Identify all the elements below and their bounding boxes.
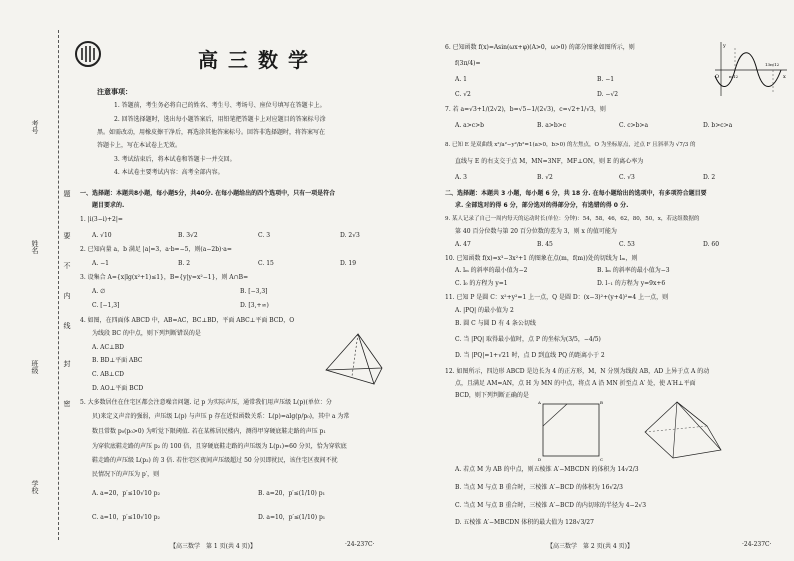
- side-label-school: 学校: [31, 480, 39, 494]
- tetrahedron-figure: [318, 330, 388, 390]
- side-label-exam-no: 考号: [31, 120, 39, 134]
- q3-option-a[interactable]: A. ∅: [92, 288, 106, 295]
- q5-line: 民情况下的声压为 p′，则: [92, 471, 160, 478]
- q6-option-c[interactable]: C. √2: [455, 91, 471, 98]
- pyramid-figure: [637, 398, 727, 464]
- footer-code: ·24-237C·: [742, 541, 772, 548]
- notice-line: 2. 回答选择题时，选出每小题答案后，用铅笔把答题卡上对应题目的答案标号涂: [114, 116, 326, 123]
- q8-option-c[interactable]: C. √3: [619, 174, 635, 181]
- footer-page-label: 【高三数学 第 1 页(共 4 页)】: [170, 543, 256, 550]
- q9-stem-cont: 第 40 百分位数与第 20 百分位数的差为 3，则 x 的值可能为: [455, 228, 617, 235]
- q9-option-b[interactable]: B. 45: [537, 241, 553, 248]
- q4-stem: 4. 如图，在四面体 ABCD 中，AB=AC，BC⊥BD，平面 ABC⊥平面 BCD，O: [80, 317, 295, 324]
- q12-line: 12. 如图所示，四边形 ABCD 是边长为 4 的正方形，M，N 分别为线段 AB，AD 上异于点 A 的动: [445, 368, 710, 375]
- q1-option-a[interactable]: A. √10: [92, 232, 112, 239]
- q12-option-c[interactable]: C. 当点 M 与点 B 重合时，三棱锥 A′−BCD 的内切球的半径为 4−2√3: [455, 502, 647, 509]
- page-title: 高三数学: [198, 48, 318, 72]
- svg-text:C: C: [600, 457, 604, 462]
- notice-line: 1. 答题前，考生务必将自己的姓名、考生号、考场号、座位号填写在答题卡上。: [114, 102, 326, 109]
- q3-option-d[interactable]: D. [3,+∞): [240, 302, 269, 309]
- q10-option-d[interactable]: D. l₋₁ 的方程为 y=9x+6: [597, 280, 666, 287]
- q5-line: 数且常数 p₀(p₀>0) 为听觉下限阈值. 若在某栋居民楼内，测得甲穿硬底鞋走路的声压 p₁: [92, 428, 326, 435]
- q12-line: 点，且满足 AM=AN，点 H 为 MN 的中点，将点 A 沿 MN 折至点 A′ 处，使 A′H⊥平面: [455, 380, 696, 387]
- publisher-logo-icon: [74, 40, 102, 68]
- q3-option-b[interactable]: B. [−3,3]: [240, 288, 268, 295]
- side-label-class: 班级: [31, 360, 39, 374]
- q7-option-a[interactable]: A. a>c>b: [455, 122, 484, 129]
- seal-char: 线: [63, 322, 71, 329]
- side-label-name: 姓名: [31, 240, 39, 254]
- q10-option-a[interactable]: A. lₘ 的斜率的最小值为−2: [455, 267, 528, 274]
- q4-option-d[interactable]: D. AO⊥平面 BCD: [92, 385, 144, 392]
- notice-line: 4. 本试卷主要考试内容：高考全部内容。: [114, 169, 224, 176]
- q3-option-c[interactable]: C. [−1,3]: [92, 302, 120, 309]
- q5-line: 贝)来定义声音的强弱，声压级 L(p) 与声压 p 存在近似函数关系：L(p)=alg(p/p₀)，其中 a 为常: [92, 413, 350, 420]
- q8-stem-cont: 直线与 E 的右支交于点 M，MN=3NF，MF⊥ON，则 E 的离心率为: [455, 158, 644, 165]
- q5-line: 鞋走路的声压级 L(p₂) 的 3 倍. 若住宅区夜间声压级超过 50 分贝即扰民，该住宅区夜间不扰: [92, 457, 338, 464]
- q1-stem: 1. |i(3−i)+2|=: [80, 216, 123, 223]
- q2-option-a[interactable]: A. −1: [92, 260, 109, 267]
- q7-option-b[interactable]: B. a>b>c: [537, 122, 567, 129]
- notice-line: 答题卡上，写在本试卷上无效。: [97, 142, 182, 149]
- q6-option-d[interactable]: D. −√2: [597, 91, 619, 98]
- q11-option-c[interactable]: C. 当 |PQ| 取得最小值时，点 P 的坐标为(3/5，−4/5): [455, 336, 601, 343]
- section-heading-cont: 题目要求的.: [92, 202, 125, 209]
- q7-stem: 7. 若 a=√3+1/(2√2)，b=√5−1/(2√3)，c=√2+1/√3，则: [445, 106, 606, 113]
- q1-option-b[interactable]: B. 3√2: [178, 232, 198, 239]
- section-heading: 二、选择题：本题共 3 小题，每小题 6 分，共 18 分. 在每小题给出的选项中，有多项符合题目要: [445, 190, 707, 197]
- footer-page-label: 【高三数学 第 2 页(共 4 页)】: [547, 543, 633, 550]
- q10-option-c[interactable]: C. l₀ 的方程为 y=1: [455, 280, 508, 287]
- binding-line: [58, 30, 59, 540]
- q6-option-b[interactable]: B. −1: [597, 76, 615, 83]
- square-figure: [537, 400, 609, 462]
- q2-option-c[interactable]: C. 15: [258, 260, 274, 267]
- q11-option-d[interactable]: D. 当 |PQ|=1+√21 时，点 D 到直线 PQ 的距离小于 2: [455, 352, 605, 359]
- q11-option-b[interactable]: B. 圆 C 与圆 D 有 4 条公切线: [455, 320, 536, 327]
- q1-option-d[interactable]: D. 2√3: [340, 232, 360, 239]
- svg-text:A: A: [538, 400, 541, 405]
- seal-char: 封: [63, 360, 71, 367]
- q8-stem: 8. 已知 E 是双曲线 x²/a²−y²/b²=1(a>0，b>0) 的左焦点，O 为坐标原点，过点 F 且斜率为 √7/3 的: [445, 142, 696, 148]
- q6-option-a[interactable]: A. 1: [455, 76, 467, 83]
- graph-origin-label: O: [715, 74, 720, 80]
- q8-option-a[interactable]: A. 3: [455, 174, 467, 181]
- graph-tick-label: 13π/12: [765, 62, 780, 67]
- q12-option-d[interactable]: D. 五棱锥 A′−MBCDN 体积的最大值为 128√3/27: [455, 519, 594, 526]
- q4-option-a[interactable]: A. AC⊥BD: [92, 344, 124, 351]
- q8-option-d[interactable]: D. 2: [703, 174, 716, 181]
- q11-option-a[interactable]: A. |PQ| 的最小值为 2: [455, 307, 514, 314]
- q7-option-d[interactable]: D. b>c>a: [703, 122, 733, 129]
- graph-tick-label: π/12: [729, 74, 739, 79]
- q5-option-a[interactable]: A. a=20，p′≤10√10 p₂: [92, 490, 160, 497]
- seal-char: 内: [63, 292, 71, 299]
- right-page: [397, 0, 794, 561]
- q2-option-d[interactable]: D. 19: [340, 260, 357, 267]
- seal-char: 密: [63, 400, 71, 407]
- sine-graph-figure: [711, 40, 789, 98]
- q9-option-c[interactable]: C. 53: [619, 241, 635, 248]
- q5-line: 为穿软底鞋走路的声压 p₂ 的 100 倍，且穿硬底鞋走路的声压级为 L(p₁)=60 分贝，恰为穿软底: [92, 443, 347, 450]
- graph-x-label: x: [783, 74, 786, 80]
- q9-option-d[interactable]: D. 60: [703, 241, 720, 248]
- seal-char: 不: [63, 262, 71, 269]
- q5-option-d[interactable]: D. a=10，p′≤(1/10) p₁: [258, 514, 326, 521]
- q12-option-b[interactable]: B. 当点 M 与点 B 重合时，三棱锥 A′−BCD 的体积为 16√2/3: [455, 484, 623, 491]
- q5-line: 5. 大多数居住在住宅区都会注意噪音问题. 记 p 为实际声压，通常我们用声压级 L(p)(单位：分: [80, 399, 332, 406]
- q7-option-c[interactable]: C. c>b>a: [619, 122, 649, 129]
- seal-char: 题: [63, 190, 71, 197]
- section-heading-cont: 求. 全部选对的得 6 分，部分选对的得部分分，有选错的得 0 分.: [455, 202, 629, 209]
- q3-stem: 3. 设集合 A={x|lg(x²+1)≤1}，B={y|y=x²−1}，则 A∩B=: [80, 274, 249, 281]
- footer-code: ·24-237C·: [345, 541, 375, 548]
- q9-option-a[interactable]: A. 47: [455, 241, 471, 248]
- q5-option-b[interactable]: B. a=20，p′≤(1/10) p₁: [258, 490, 326, 497]
- q12-option-a[interactable]: A. 若点 M 为 AB 的中点，则五棱锥 A′−MBCDN 的体积为 14√2/3: [455, 466, 639, 473]
- q8-option-b[interactable]: B. √2: [537, 174, 553, 181]
- q1-option-c[interactable]: C. 3: [258, 232, 271, 239]
- q4-stem-cont: 为线段 BC 的中点，则下列判断错误的是: [92, 330, 201, 337]
- seal-char: 要: [63, 232, 71, 239]
- q11-stem: 11. 已知 P 是圆 C：x²+y²=1 上一点，Q 是圆 D：(x−3)²+(y+4)²=4 上一点，则: [445, 294, 669, 301]
- q6-stem-cont: f(3π/4)=: [455, 60, 481, 67]
- q4-option-b[interactable]: B. BD⊥平面 ABC: [92, 357, 143, 364]
- notice-line: 黑。如需改动，用橡皮擦干净后，再选涂其他答案标号。回答非选择题时，将答案写在: [97, 129, 326, 136]
- notice-title: 注意事项：: [97, 88, 132, 96]
- q6-stem: 6. 已知函数 f(x)=Asin(ωx+φ)(A>0，ω>0) 的部分图象如图所示，则: [445, 44, 635, 51]
- q10-option-b[interactable]: B. lₘ 的斜率的最小值为−3: [597, 267, 670, 274]
- q5-option-c[interactable]: C. a=10，p′≤10√10 p₂: [92, 514, 160, 521]
- q10-stem: 10. 已知函数 f(x)=x³−3x²+1 的图象在点(m，f(m))处的切线为 lₘ，则: [445, 255, 638, 262]
- svg-text:B: B: [600, 400, 603, 405]
- svg-text:D: D: [538, 457, 542, 462]
- graph-y-label: y: [723, 43, 726, 49]
- q12-line: BCD，则下列判断正确的是: [455, 392, 529, 399]
- q9-stem: 9. 某人记录了自己一周内每天的运动时长(单位：分钟)：54，58，46，62，80，50，x，若这组数据的: [445, 216, 700, 222]
- q2-option-b[interactable]: B. 2: [178, 260, 191, 267]
- q4-option-c[interactable]: C. AB⊥CD: [92, 371, 124, 378]
- q2-stem: 2. 已知向量 a，b 满足 |a|=3，a·b=−5，则(a−2b)·a=: [80, 246, 232, 253]
- section-heading: 一、选择题：本题共8小题，每小题5分，共40分. 在每小题给出的四个选项中，只有一项是符合: [80, 190, 336, 197]
- notice-line: 3. 考试结束后，将本试卷和答题卡一并交回。: [114, 156, 236, 163]
